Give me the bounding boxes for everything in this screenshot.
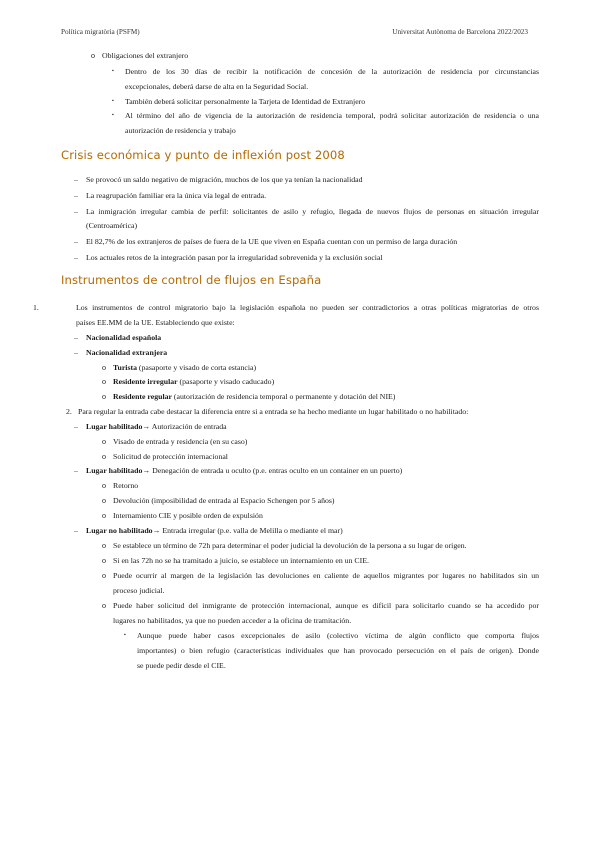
circle-bullet-icon: o bbox=[102, 437, 106, 446]
circle-bullet-icon: o bbox=[102, 481, 106, 490]
obligacion-3-line1: Al término del año de vigencia de la autorización de residencia temporal, podrá solicitar autorización de residencia o una bbox=[125, 111, 539, 120]
lugar-no-habilitado: Lugar no habilitado→ Entrada irregular (p.e. valla de Melilla o mediante el mar) bbox=[86, 526, 343, 535]
square-bullet-icon: ▪ bbox=[112, 69, 114, 74]
circle-bullet-icon: o bbox=[102, 511, 106, 520]
square-bullet-icon: ▪ bbox=[112, 113, 114, 118]
instrumentos-heading: Instrumentos de control de flujos en España bbox=[61, 273, 322, 287]
obligaciones-item: Obligaciones del extranjero bbox=[102, 51, 189, 60]
dash-bullet: – bbox=[74, 237, 78, 246]
circle-bullet-icon: o bbox=[102, 496, 106, 505]
lh1-sub-2: Solicitud de protección internacional bbox=[113, 452, 228, 461]
circle-bullet-icon: o bbox=[102, 541, 106, 550]
dash-bullet: – bbox=[74, 348, 78, 357]
circle-bullet-icon: o bbox=[102, 601, 106, 610]
lnh-sub-1: Se establece un término de 72h para determinar el poder judicial la devolución de la persona a su lugar de origen. bbox=[113, 541, 467, 550]
header-right: Universitat Autònoma de Barcelona 2022/2023 bbox=[392, 28, 528, 36]
residente-regular-item: Residente regular (autorización de residencia temporal o permanente y dotación del NIE) bbox=[113, 392, 396, 401]
nacionalidad-espanola: Nacionalidad española bbox=[86, 333, 162, 342]
instrumentos-p1-line1: Los instrumentos de control migratorio bajo la legislación española no pueden ser contradictorios a otras políticas migratorias de otros bbox=[76, 303, 539, 312]
obligacion-2: También deberá solicitar personalmente la Tarjeta de Identidad de Extranjero bbox=[125, 97, 366, 106]
lnh-sub-3-line1: Puede ocurrir al margen de la legislación las devoluciones en caliente de aquellos migrantes por lugares no habilitados sin un bbox=[113, 571, 539, 580]
dash-bullet: – bbox=[74, 175, 78, 184]
asilo-line1: Aunque puede haber casos excepcionales de asilo (colectivo víctima de algún conflicto que comporta flujos bbox=[137, 631, 539, 640]
circle-bullet-icon: o bbox=[102, 452, 106, 461]
lh2-sub-1: Retorno bbox=[113, 481, 139, 490]
residente-irregular-item: Residente irregular (pasaporte y visado caducado) bbox=[113, 377, 275, 386]
instrumentos-p2: Para regular la entrada cabe destacar la diferencia entre si a entrada se ha hecho mediante un lugar habilitado o no habilitado: bbox=[78, 407, 469, 416]
obligacion-1-line1: Dentro de los 30 días de recibir la notificación de concesión de la autorización de residencia por circunstancias bbox=[125, 67, 539, 76]
lnh-sub-2: Si en las 72h no se ha tramitado a juicio, se establece un internamiento en un CIE. bbox=[113, 556, 369, 565]
nacionalidad-extranjera: Nacionalidad extranjera bbox=[86, 348, 168, 357]
dash-bullet: – bbox=[74, 253, 78, 262]
circle-bullet-icon: o bbox=[102, 392, 106, 401]
asilo-line3: se puede pedir desde el CIE. bbox=[137, 661, 226, 670]
turista-item: Turista (pasaporte y visado de corta estancia) bbox=[113, 363, 257, 372]
dash-bullet: – bbox=[74, 207, 78, 216]
arrow-right-icon: → bbox=[142, 422, 151, 431]
asilo-line2: importantes) o bien refugio (características individuales que han provocado persecución en el país de origen). Donde bbox=[137, 646, 539, 655]
crisis-item-1: Se provocó un saldo negativo de migración, muchos de los que ya tenían la nacionalidad bbox=[86, 175, 363, 184]
circle-bullet-icon: o bbox=[91, 51, 95, 60]
circle-bullet-icon: o bbox=[102, 363, 106, 372]
dash-bullet: – bbox=[74, 333, 78, 342]
lh1-sub-1: Visado de entrada y residencia (en su caso) bbox=[113, 437, 248, 446]
dash-bullet: – bbox=[74, 466, 78, 475]
square-bullet-icon: ▪ bbox=[124, 633, 126, 638]
dash-bullet: – bbox=[74, 422, 78, 431]
obligacion-3-line2: autorización de residencia y trabajo bbox=[125, 126, 236, 135]
lugar-habilitado-denegacion: Lugar habilitado→ Denegación de entrada u oculto (p.e. entras oculto en un container en un puerto) bbox=[86, 466, 403, 475]
circle-bullet-icon: o bbox=[102, 377, 106, 386]
lh2-sub-3: Internamiento CIE y posible orden de expulsión bbox=[113, 511, 263, 520]
instrumentos-p1-line2: países EE.MM de la UE. Estableciendo que existe: bbox=[76, 318, 235, 327]
circle-bullet-icon: o bbox=[102, 556, 106, 565]
dash-bullet: – bbox=[74, 191, 78, 200]
obligacion-1-line2: excepcionales, deberá darse de alta en la Seguridad Social. bbox=[125, 82, 309, 91]
lnh-sub-4-line2: lugares no habilitados, ya que no pueden acceder a la oficina de tramitación. bbox=[113, 616, 352, 625]
crisis-heading: Crisis económica y punto de inflexión post 2008 bbox=[61, 148, 345, 162]
crisis-item-3-line2: (Centroamérica) bbox=[86, 221, 138, 230]
lh2-sub-2: Devolución (imposibilidad de entrada al Espacio Schengen por 5 años) bbox=[113, 496, 335, 505]
list-number-1: 1. bbox=[33, 303, 39, 312]
square-bullet-icon: ▪ bbox=[112, 99, 114, 104]
crisis-item-4: El 82,7% de los extranjeros de países de fuera de la UE que viven en España cuentan con un permiso de larga duración bbox=[86, 237, 458, 246]
lnh-sub-3-line2: proceso judicial. bbox=[113, 586, 165, 595]
lugar-habilitado-autorizacion: Lugar habilitado→ Autorización de entrada bbox=[86, 422, 227, 431]
list-number-2: 2. bbox=[66, 407, 72, 416]
arrow-right-icon: → bbox=[152, 526, 161, 535]
crisis-item-3-line1: La inmigración irregular cambia de perfil: solicitantes de asilo y refugio, llegada de nuevos flujos de personas en situación irregular bbox=[86, 207, 539, 216]
crisis-item-5: Los actuales retos de la integración pasan por la irregularidad sobrevenida y la exclusión social bbox=[86, 253, 383, 262]
dash-bullet: – bbox=[74, 526, 78, 535]
arrow-right-icon: → bbox=[142, 466, 151, 475]
circle-bullet-icon: o bbox=[102, 571, 106, 580]
lnh-sub-4-line1: Puede haber solicitud del inmigrante de protección internacional, aunque es difícil para solicitarlo cuando se ha accedido por bbox=[113, 601, 539, 610]
header-left: Política migratòria (PSFM) bbox=[61, 28, 140, 36]
crisis-item-2: La reagrupación familiar era la única vía legal de entrada. bbox=[86, 191, 267, 200]
